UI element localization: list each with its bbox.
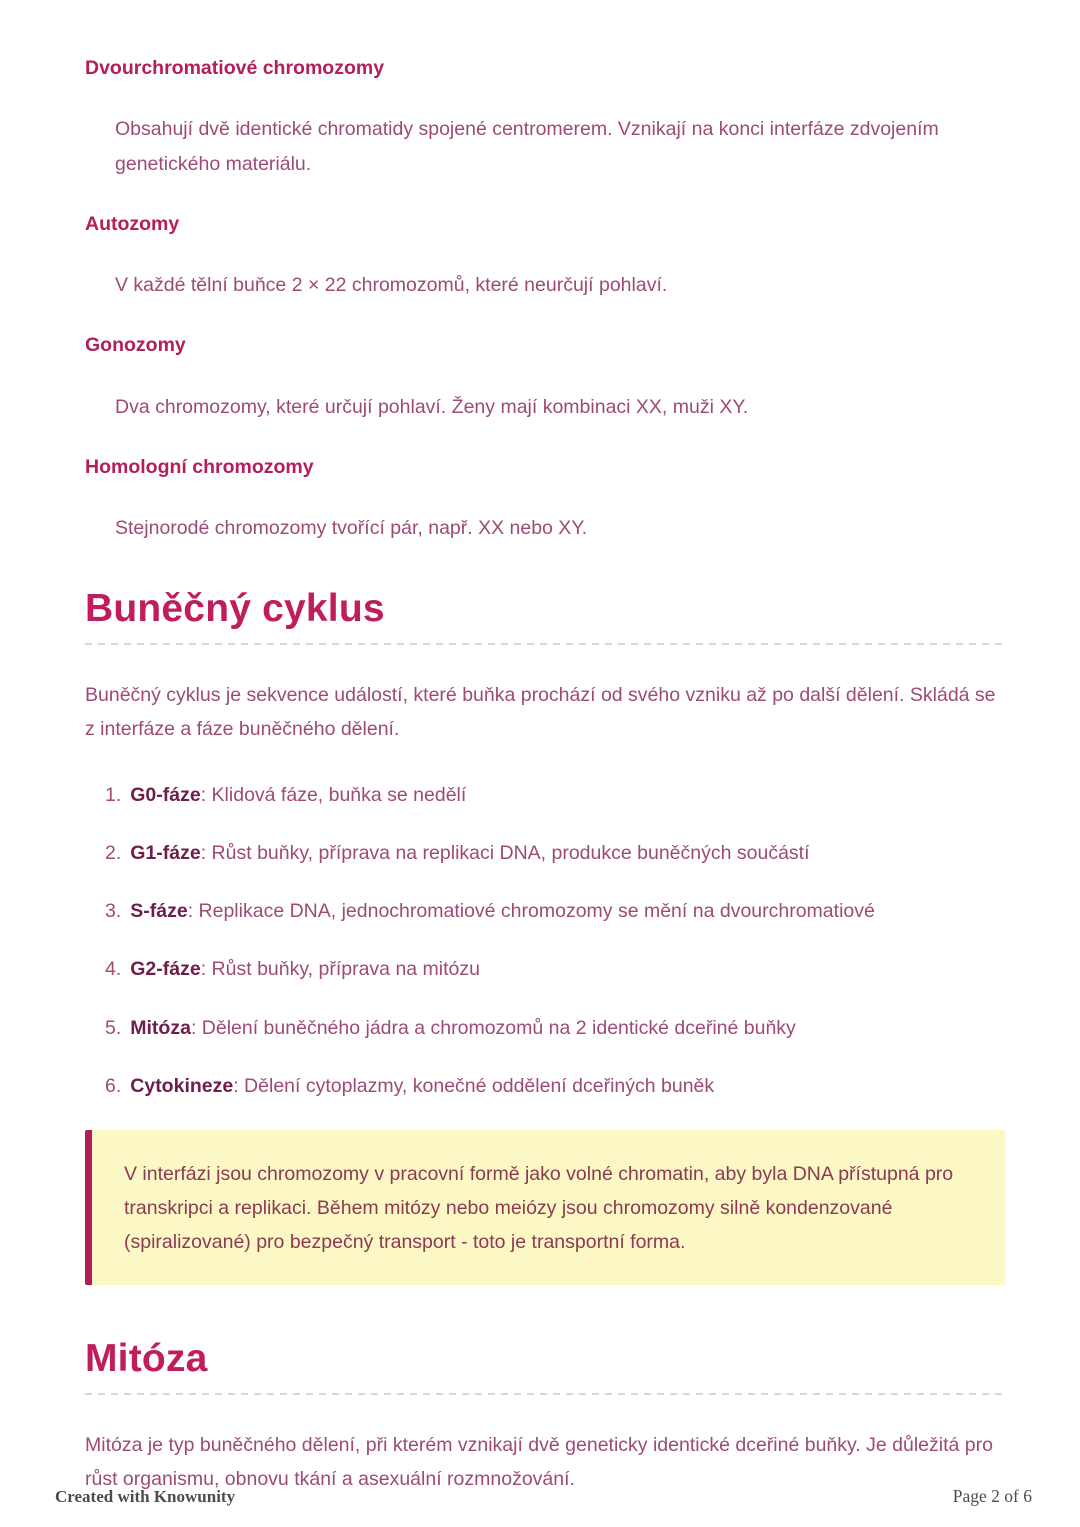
phase-term: G2-fáze: [130, 958, 201, 981]
cell-cycle-phase-list: [85, 781, 1005, 1102]
section-title-cell-cycle: Buněčný cyklus: [85, 587, 385, 631]
list-number: 3.: [105, 900, 122, 922]
phase-desc: : Klidová fáze, buňka se nedělí: [200, 783, 467, 806]
list-item-phase-s: [105, 897, 1005, 926]
phase-desc: : Replikace DNA, jednochromatiové chromozomy se mění na dvourchromatiové: [187, 900, 875, 922]
info-callout-text: V interfázi jsou chromozomy v pracovní formě jako volné chromatin, aby byla DNA přístupná pro transkripci a replikaci. Během mitózy nebo meiózy jsou chromozomy silně kondenzované (spiralizované) pro bezpečný transport - toto je transportní forma.: [124, 1163, 954, 1254]
phase-term: Cytokineze: [130, 1074, 234, 1097]
page-footer: [55, 1486, 1032, 1507]
cell-cycle-intro: Buněčný cyklus je sekvence událostí, které buňka prochází od svého vzniku až po další dělení. Skládá se z interfáze a fáze buněčného dělení.: [85, 684, 996, 741]
phase-term: Mitóza: [130, 1016, 191, 1039]
mitosis-intro: Mitóza je typ buněčného dělení, při kterém vznikají dvě geneticky identické dceřiné buňky. Je důležitá pro růst organismu, obnovu tkání a asexuální rozmnožování.: [85, 1434, 993, 1491]
list-number: 1.: [105, 783, 122, 806]
list-item-phase-g2: [105, 955, 1005, 984]
footer-branding: Created with Knowunity: [55, 1487, 236, 1506]
list-number: 4.: [105, 958, 122, 981]
definition-title-dvourchromatiove: Dvourchromatiové chromozomy: [85, 57, 385, 79]
phase-term: S-fáze: [130, 900, 188, 922]
phase-desc: : Růst buňky, příprava na replikaci DNA, produkce buněčných součástí: [200, 841, 810, 864]
phase-desc: : Dělení buněčného jádra a chromozomů na 2 identické dceřiné buňky: [190, 1016, 796, 1039]
list-item-phase-cytokineze: [105, 1072, 1005, 1101]
section-divider: [85, 643, 1005, 645]
list-item-phase-g1: [105, 839, 1005, 868]
definition-text-homologni: Stejnorodé chromozomy tvořící pár, např. XX nebo XY.: [115, 517, 588, 540]
list-number: 2.: [105, 841, 122, 864]
page-number: Page 2 of 6: [952, 1486, 1032, 1506]
phase-term: G1-fáze: [130, 841, 201, 864]
phase-desc: : Dělení cytoplazmy, konečné oddělení dceřiných buněk: [233, 1074, 715, 1097]
list-item-phase-g0: [105, 781, 1005, 810]
definition-title-homologni: Homologní chromozomy: [85, 455, 314, 478]
phase-desc: : Růst buňky, příprava na mitózu: [200, 958, 480, 981]
definition-text-dvourchromatiove: Obsahují dvě identické chromatidy spojené centromerem. Vznikají na konci interfáze zdvojením genetického materiálu.: [115, 118, 939, 175]
section-divider: [85, 1393, 1005, 1395]
phase-term: G0-fáze: [130, 783, 201, 806]
definition-text-autozomy: V každé tělní buňce 2 × 22 chromozomů, které neurčují pohlaví.: [115, 274, 668, 297]
list-item-phase-mitoza: [105, 1014, 1005, 1043]
info-callout: [85, 1130, 1005, 1285]
list-number: 5.: [105, 1016, 122, 1039]
section-title-mitosis: Mitóza: [85, 1337, 208, 1381]
definition-title-gonozomy: Gonozomy: [85, 334, 186, 357]
definition-title-autozomy: Autozomy: [85, 212, 180, 235]
definition-text-gonozomy: Dva chromozomy, které určují pohlaví. Ženy mají kombinaci XX, muži XY.: [115, 395, 749, 418]
list-number: 6.: [105, 1074, 122, 1097]
